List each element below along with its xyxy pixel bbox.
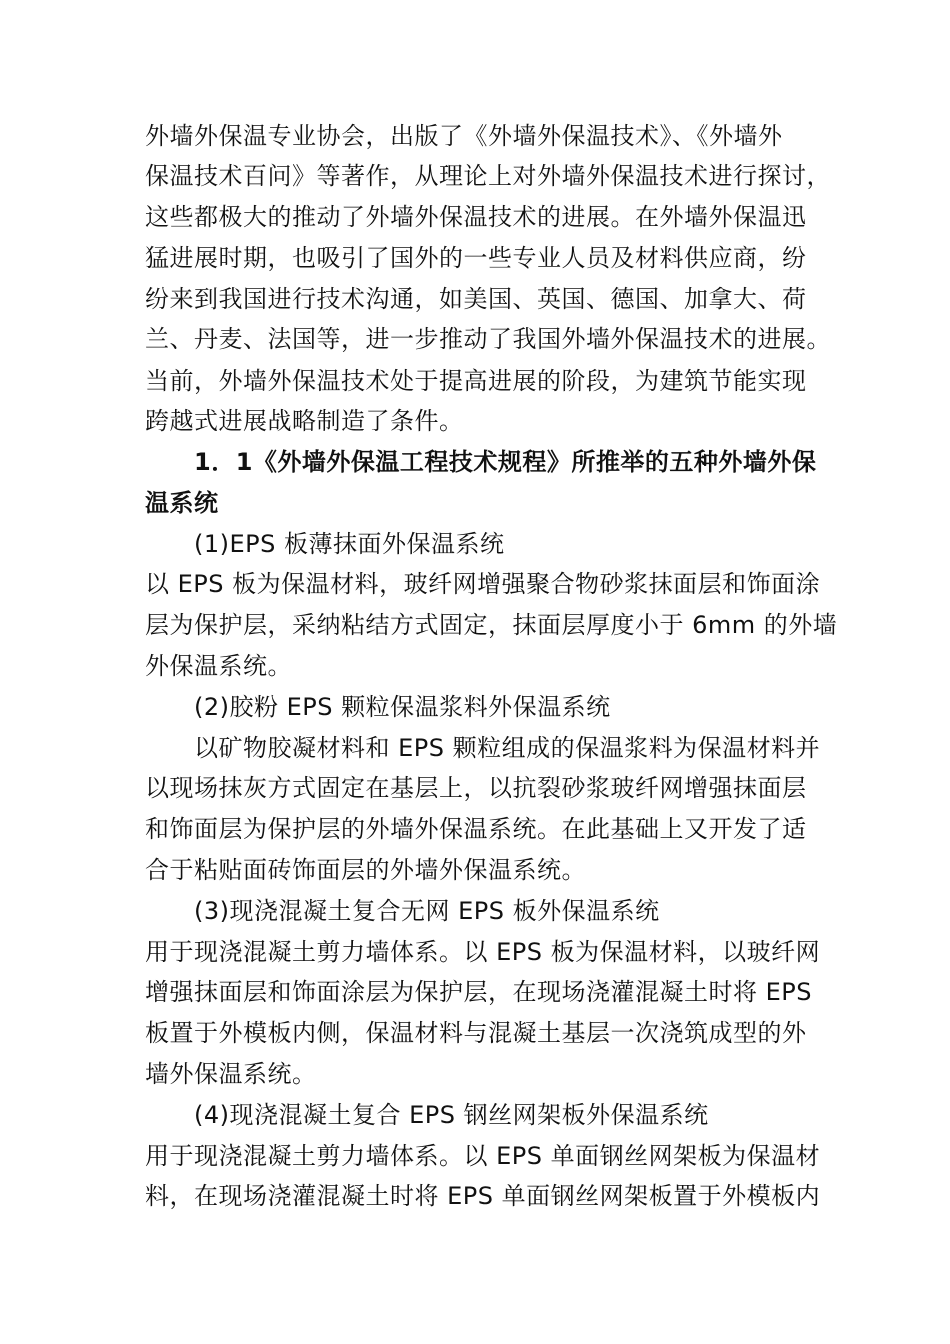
intro-line-4: 猛进展时期，也吸引了国外的一些专业人员及材料供应商，纷 <box>145 244 807 272</box>
intro-line-2: 保温技术百问》等著作，从理论上对外墙外保温技术进行探讨， <box>145 162 831 190</box>
item3-line-1: 用于现浇混凝土剪力墙体系。以 EPS 板为保温材料，以玻纤网 <box>145 938 821 966</box>
item1-line-2: 层为保护层，采纳粘结方式固定，抹面层厚度小于 6mm 的外墙 <box>145 611 838 639</box>
intro-line-5: 纷来到我国进行技术沟通，如美国、英国、德国、加拿大、荷 <box>145 285 807 313</box>
intro-line-8: 跨越式进展战略制造了条件。 <box>145 407 464 435</box>
intro-line-3: 这些都极大的推动了外墙外保温技术的进展。在外墙外保温迅 <box>145 203 807 231</box>
item1-line-3: 外保温系统。 <box>145 652 292 680</box>
intro-line-7: 当前，外墙外保温技术处于提高进展的阶段，为建筑节能实现 <box>145 367 807 395</box>
item4-line-2: 料，在现场浇灌混凝土时将 EPS 单面钢丝网架板置于外模板内 <box>145 1182 821 1210</box>
item2-title: (2)胶粉 EPS 颗粒保温浆料外保温系统 <box>194 693 611 721</box>
section-heading-line-1: 1．1《外墙外保温工程技术规程》所推举的五种外墙外保 <box>194 448 817 476</box>
item3-line-2: 增强抹面层和饰面涂层为保护层，在现场浇灌混凝土时将 EPS <box>145 978 812 1006</box>
item4-line-1: 用于现浇混凝土剪力墙体系。以 EPS 单面钢丝网架板为保温材 <box>145 1142 821 1170</box>
item2-line-1: 以矿物胶凝材料和 EPS 颗粒组成的保温浆料为保温材料并 <box>194 734 821 762</box>
item2-line-2: 以现场抹灰方式固定在基层上，以抗裂砂浆玻纤网增强抹面层 <box>145 774 807 802</box>
section-heading-line-2: 温系统 <box>145 489 219 517</box>
item1-title: (1)EPS 板薄抹面外保温系统 <box>194 530 505 558</box>
intro-line-6: 兰、丹麦、法国等，进一步推动了我国外墙外保温技术的进展。 <box>145 325 831 353</box>
item4-title: (4)现浇混凝土复合 EPS 钢丝网架板外保温系统 <box>194 1101 709 1129</box>
item1-line-1: 以 EPS 板为保温材料，玻纤网增强聚合物砂浆抹面层和饰面涂 <box>145 570 821 598</box>
item2-line-3: 和饰面层为保护层的外墙外保温系统。在此基础上又开发了适 <box>145 815 807 843</box>
item3-line-4: 墙外保温系统。 <box>145 1060 317 1088</box>
item2-line-4: 合于粘贴面砖饰面层的外墙外保温系统。 <box>145 856 586 884</box>
intro-line-1: 外墙外保温专业协会，出版了《外墙外保温技术》、《外墙外 <box>145 122 783 150</box>
item3-title: (3)现浇混凝土复合无网 EPS 板外保温系统 <box>194 897 660 925</box>
item3-line-3: 板置于外模板内侧，保温材料与混凝土基层一次浇筑成型的外 <box>145 1019 807 1047</box>
